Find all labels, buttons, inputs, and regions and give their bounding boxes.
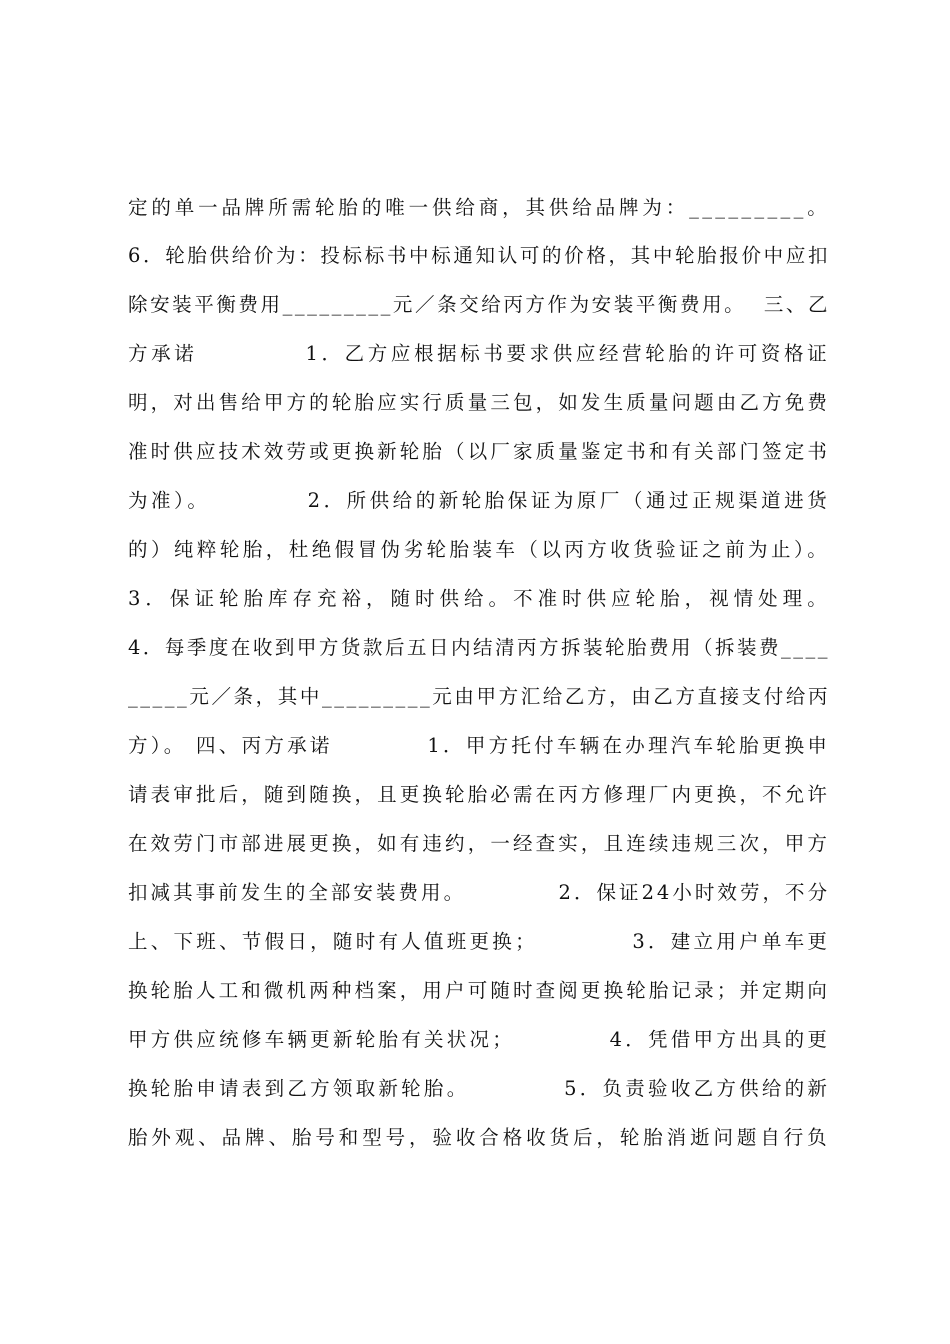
text-line: 除安装平衡费用_________元／条交给丙方作为安装平衡费用。 三、乙: [128, 293, 830, 316]
text-line: 甲方供应统修车辆更新轮胎有关状况； 4．凭借甲方出具的更: [128, 1028, 830, 1051]
text-line: 换轮胎申请表到乙方领取新轮胎。 5．负责验收乙方供给的新: [128, 1077, 830, 1100]
text-line: 的）纯粹轮胎，杜绝假冒伪劣轮胎装车（以丙方收货验证之前为止）。: [128, 538, 830, 561]
text-line: _____元／条，其中_________元由甲方汇给乙方，由乙方直接支付给丙: [128, 685, 830, 708]
text-line: 换轮胎人工和微机两种档案，用户可随时查阅更换轮胎记录；并定期向: [128, 979, 830, 1002]
text-line: 胎外观、品牌、胎号和型号，验收合格收货后，轮胎消逝问题自行负: [128, 1126, 830, 1149]
text-line: 请表审批后，随到随换，且更换轮胎必需在丙方修理厂内更换，不允许: [128, 783, 830, 806]
text-line: 3．保证轮胎库存充裕，随时供给。不准时供应轮胎，视情处理。: [128, 587, 830, 610]
text-line: 6．轮胎供给价为：投标标书中标通知认可的价格，其中轮胎报价中应扣: [128, 244, 830, 267]
text-line: 方承诺 1．乙方应根据标书要求供应经营轮胎的许可资格证: [128, 342, 830, 365]
text-line: 4．每季度在收到甲方货款后五日内结清丙方拆装轮胎费用（拆装费____: [128, 636, 830, 659]
text-line: 方）。 四、丙方承诺 1．甲方托付车辆在办理汽车轮胎更换申: [128, 734, 830, 757]
text-line: 扣减其事前发生的全部安装费用。 2．保证24小时效劳，不分: [128, 881, 830, 904]
text-line: 在效劳门市部进展更换，如有违约，一经查实，且连续违规三次，甲方: [128, 832, 830, 855]
text-line: 上、下班、节假日，随时有人值班更换； 3．建立用户单车更: [128, 930, 830, 953]
text-line: 为准）。 2．所供给的新轮胎保证为原厂（通过正规渠道进货: [128, 489, 830, 512]
text-line: 定的单一品牌所需轮胎的唯一供给商，其供给品牌为：_________。: [128, 196, 830, 219]
text-line: 明，对出售给甲方的轮胎应实行质量三包，如发生质量问题由乙方免费: [128, 391, 830, 414]
text-line: 准时供应技术效劳或更换新轮胎（以厂家质量鉴定书和有关部门签定书: [128, 440, 830, 463]
